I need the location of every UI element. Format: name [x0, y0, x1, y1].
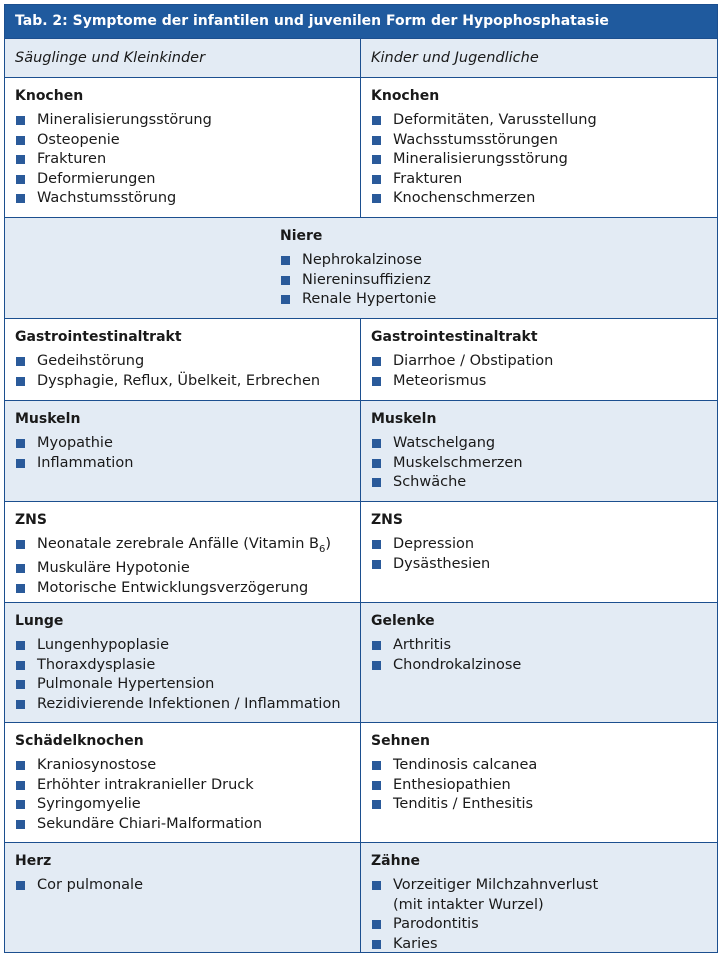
- lunge-infants-cell: [5, 603, 361, 722]
- list-item: Kraniosynostose: [15, 756, 350, 776]
- list-item: Pulmonale Hypertension: [15, 675, 350, 695]
- gelenke-children-cell: [361, 603, 715, 722]
- list-item: Meteorismus: [371, 372, 705, 392]
- list-item: Mineralisierungsstörung: [371, 150, 705, 170]
- section-heading: Niere: [280, 228, 323, 244]
- list-item: Motorische Entwicklungsverzögerung: [15, 579, 350, 599]
- list-item: Dysästhesien: [371, 555, 705, 575]
- list-item-continuation: (mit intakter Wurzel): [393, 896, 544, 913]
- list-item: Myopathie: [15, 434, 350, 454]
- section-heading: Schädelknochen: [15, 733, 144, 749]
- section-lunge: [5, 602, 717, 722]
- list-item: Lungenhypoplasie: [15, 636, 350, 656]
- list-item: Schwäche: [371, 473, 705, 493]
- symptom-list: [280, 251, 480, 310]
- section-gastro: [5, 318, 717, 400]
- section-heading: Knochen: [371, 88, 440, 104]
- symptom-list: [15, 756, 350, 834]
- section-heading: Herz: [15, 853, 52, 869]
- list-item: Watschelgang: [371, 434, 705, 454]
- symptom-list: [371, 111, 705, 209]
- list-item: Sekundäre Chiari-Malformation: [15, 815, 350, 835]
- list-item: Syringomyelie: [15, 795, 350, 815]
- list-item: Erhöhter intrakranieller Druck: [15, 776, 350, 796]
- list-item: Tenditis / Enthesitis: [371, 795, 705, 815]
- list-item: Knochenschmerzen: [371, 189, 705, 209]
- gastro-infants-cell: [5, 319, 361, 400]
- list-item: Diarrhoe / Obstipation: [371, 352, 705, 372]
- list-item: Thoraxdysplasie: [15, 656, 350, 676]
- list-item: Rezidivierende Infektionen / Inflammation: [15, 695, 350, 715]
- list-item: Chondrokalzinose: [371, 656, 705, 676]
- list-item: Arthritis: [371, 636, 705, 656]
- list-item: Muskuläre Hypotonie: [15, 559, 350, 579]
- list-item: Vorzeitiger Milchzahnverlust: [371, 876, 705, 896]
- column-header-infants: Säuglinge und Kleinkinder: [5, 39, 361, 77]
- symptom-list: [15, 535, 350, 598]
- muskeln-children-cell: [361, 401, 715, 501]
- vitamin-item-close: ): [325, 536, 332, 552]
- list-item: Tendinosis calcanea: [371, 756, 705, 776]
- list-item: Depression: [371, 535, 705, 555]
- list-item: Muskelschmerzen: [371, 454, 705, 474]
- symptom-list: [371, 434, 705, 493]
- section-heading: Sehnen: [371, 733, 430, 749]
- list-item: Niereninsuffizienz: [280, 271, 480, 291]
- list-item: Inflammation: [15, 454, 350, 474]
- list-item: Frakturen: [15, 150, 350, 170]
- niere-cell: [5, 218, 715, 318]
- muskeln-infants-cell: [5, 401, 361, 501]
- list-item: Parodontitis: [371, 915, 705, 935]
- list-item: Osteopenie: [15, 131, 350, 151]
- vitamin-subscript: 6: [319, 543, 326, 555]
- symptom-list: [15, 434, 350, 473]
- table-title: Tab. 2: Symptome der infantilen und juvenilen Form der Hypophosphatasie: [5, 5, 717, 38]
- symptom-list: [15, 352, 350, 391]
- list-item: Deformierungen: [15, 170, 350, 190]
- symptom-list: [371, 636, 705, 675]
- column-header-children: Kinder und Jugendliche: [371, 50, 539, 66]
- section-heading: Gastrointestinaltrakt: [371, 329, 538, 345]
- knochen-children-cell: [361, 78, 715, 217]
- list-item: Mineralisierungsstörung: [15, 111, 350, 131]
- list-item: Wachsstumsstörungen: [371, 131, 705, 151]
- vitamin-item-text: Neonatale zerebrale Anfälle (Vitamin B: [37, 536, 319, 552]
- section-heading: Knochen: [15, 88, 84, 104]
- column-header-row: [5, 38, 717, 77]
- symptom-table: [4, 4, 718, 953]
- symptom-list: [15, 636, 350, 714]
- section-schaedel: [5, 722, 717, 842]
- zns-infants-cell: [5, 502, 361, 602]
- niere-block: [280, 227, 480, 310]
- list-item: Renale Hypertonie: [280, 290, 480, 310]
- section-knochen: [5, 77, 717, 217]
- section-heading: ZNS: [15, 512, 47, 528]
- herz-infants-cell: [5, 843, 361, 952]
- section-heading: Muskeln: [15, 411, 81, 427]
- section-niere: [5, 217, 717, 318]
- zns-children-cell: [361, 502, 715, 602]
- knochen-infants-cell: [5, 78, 361, 217]
- symptom-list: [371, 535, 705, 574]
- section-heading: Zähne: [371, 853, 421, 869]
- list-item: Frakturen: [371, 170, 705, 190]
- list-item: Karies: [371, 935, 705, 955]
- symptom-list: [371, 756, 705, 815]
- list-item: Dysphagie, Reflux, Übelkeit, Erbrechen: [15, 372, 350, 392]
- zaehne-children-cell: [361, 843, 715, 952]
- list-item: Gedeihstörung: [15, 352, 350, 372]
- list-item: Cor pulmonale: [15, 876, 350, 896]
- schaedel-infants-cell: [5, 723, 361, 842]
- section-zns: [5, 501, 717, 602]
- section-heading: Gastrointestinaltrakt: [15, 329, 182, 345]
- section-heading: Lunge: [15, 613, 64, 629]
- section-heading: Muskeln: [371, 411, 437, 427]
- symptom-list: [15, 876, 350, 896]
- sehnen-children-cell: [361, 723, 715, 842]
- section-herz: [5, 842, 717, 952]
- symptom-list: [371, 876, 705, 954]
- gastro-children-cell: [361, 319, 715, 400]
- section-heading: Gelenke: [371, 613, 435, 629]
- symptom-list: [371, 352, 705, 391]
- list-item: Nephrokalzinose: [280, 251, 480, 271]
- symptom-list: [15, 111, 350, 209]
- list-item: [15, 535, 350, 559]
- list-item: Deformitäten, Varusstellung: [371, 111, 705, 131]
- list-item: Enthesiopathien: [371, 776, 705, 796]
- section-heading: ZNS: [371, 512, 403, 528]
- list-item: Wachstumsstörung: [15, 189, 350, 209]
- section-muskeln: [5, 400, 717, 501]
